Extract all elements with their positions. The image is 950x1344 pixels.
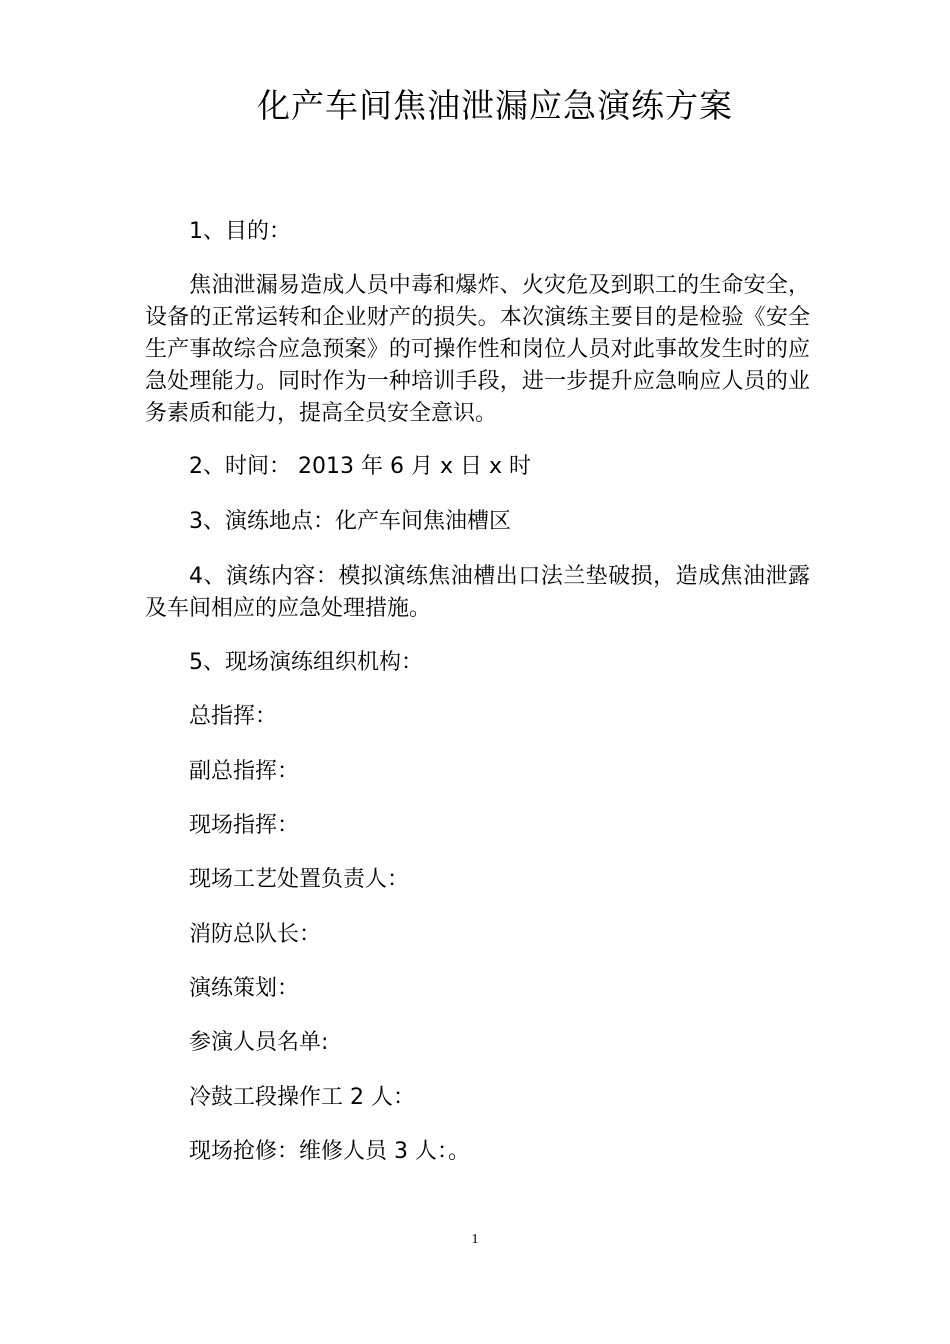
section-5-heading: 5、现场演练组织机构： — [189, 650, 423, 675]
org-item-site-commander: 现场指挥： — [189, 813, 300, 838]
page-number: 1 — [471, 1232, 479, 1247]
org-item-process-lead: 现场工艺处置负责人： — [189, 867, 410, 892]
org-item-drill-planner: 演练策划： — [189, 976, 300, 1001]
section-1-body-text: 焦油泄漏易造成人员中毒和爆炸、火灾危及到职工的生命安全，设备的正常运转和企业财产的损失。本次演练主要目的是检验《安全生产事故综合应急预案》的可操作性和岗位人员对此事故发生时的应急处理能力。同时作为一种培训手段，进一步提升应急响应人员的业务素质和能力，提高全员安全意识。 — [145, 273, 810, 426]
org-item-participant-list: 参演人员名单: — [189, 1030, 329, 1055]
document-title: 化产车间焦油泄漏应急演练方案 — [257, 86, 733, 125]
org-item-commander: 总指挥： — [189, 704, 278, 729]
section-4-content-text: 4、演练内容：模拟演练焦油槽出口法兰垫破损，造成焦油泄露及车间相应的应急处理措施。 — [145, 564, 810, 621]
org-item-fire-captain: 消防总队长： — [189, 922, 322, 947]
section-3-location: 3、演练地点：化产车间焦油槽区 — [189, 509, 511, 534]
org-item-cooling-operators: 冷鼓工段操作工 2 人： — [189, 1085, 415, 1110]
section-1-heading: 1、目的： — [189, 219, 291, 244]
section-4-content — [145, 561, 810, 625]
section-1-body — [145, 270, 810, 430]
org-item-repair-staff: 现场抢修：维修人员 3 人：。 — [189, 1139, 470, 1164]
org-item-deputy-commander: 副总指挥： — [189, 759, 300, 784]
section-2-time: 2、时间： 2013 年 6 月 x 日 x 时 — [189, 454, 531, 479]
